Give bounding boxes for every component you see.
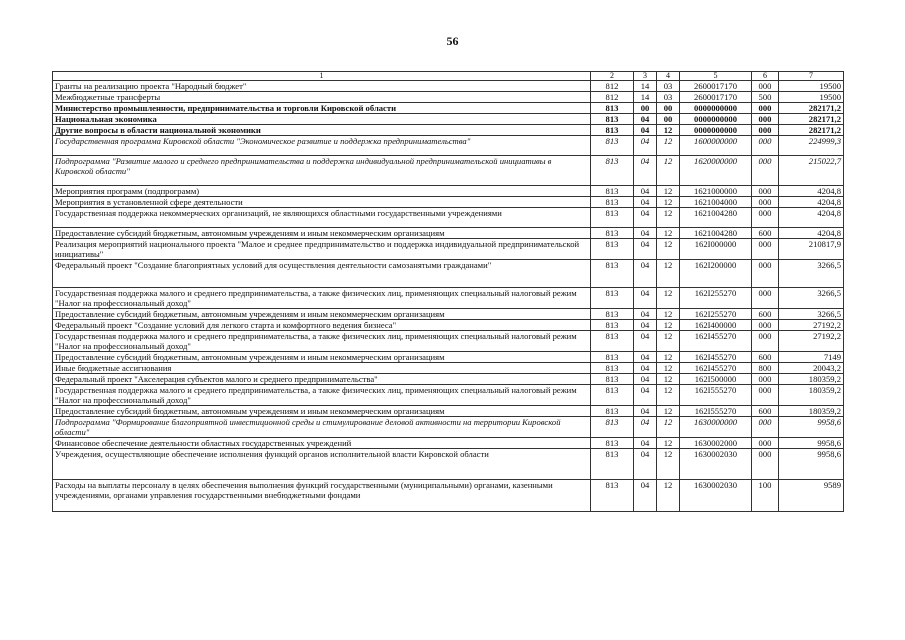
row-name-cell: Расходы на выплаты персоналу в целях обеспечения выполнения функций государственными (муниципальными) органами, казенными учреждениями, органами управления государственными внебюджетными фондами: [53, 480, 591, 512]
row-value-cell: 4204,8: [779, 228, 844, 239]
row-value-cell: 12: [657, 417, 680, 438]
table-row: [53, 449, 844, 480]
row-value-cell: 600: [752, 228, 779, 239]
row-value-cell: 2600017170: [680, 92, 752, 103]
row-value-cell: 215022,7: [779, 156, 844, 186]
table-row: [53, 320, 844, 331]
row-value-cell: 12: [657, 288, 680, 309]
row-value-cell: 813: [591, 125, 634, 136]
row-value-cell: 162I255270: [680, 288, 752, 309]
row-value-cell: 180359,2: [779, 385, 844, 406]
row-value-cell: 3266,5: [779, 260, 844, 288]
row-name-cell: Государственная поддержка малого и среднего предпринимательства, а также физических лиц, применяющих специальный налоговый режим "Налог на профессиональный доход": [53, 331, 591, 352]
table-row: [53, 125, 844, 136]
row-value-cell: 000: [752, 186, 779, 197]
table-row: [53, 136, 844, 156]
table-row: [53, 197, 844, 208]
row-value-cell: 04: [634, 208, 657, 228]
table-row: [53, 480, 844, 512]
row-value-cell: 04: [634, 374, 657, 385]
row-value-cell: 3266,5: [779, 288, 844, 309]
table-row: [53, 92, 844, 103]
table-row: [53, 374, 844, 385]
row-value-cell: 000: [752, 449, 779, 480]
row-value-cell: 04: [634, 449, 657, 480]
row-value-cell: 000: [752, 103, 779, 114]
row-name-cell: Гранты на реализацию проекта "Народный бюджет": [53, 81, 591, 92]
row-value-cell: 04: [634, 385, 657, 406]
table-row: [53, 114, 844, 125]
row-value-cell: 000: [752, 114, 779, 125]
row-value-cell: 12: [657, 125, 680, 136]
table-row: [53, 156, 844, 186]
row-value-cell: 162I000000: [680, 239, 752, 260]
row-value-cell: 1621000000: [680, 186, 752, 197]
row-value-cell: 04: [634, 406, 657, 417]
table-row: [53, 81, 844, 92]
row-value-cell: 813: [591, 309, 634, 320]
row-value-cell: 12: [657, 320, 680, 331]
row-value-cell: 00: [657, 114, 680, 125]
row-value-cell: 000: [752, 385, 779, 406]
row-value-cell: 04: [634, 228, 657, 239]
row-value-cell: 813: [591, 352, 634, 363]
row-value-cell: 813: [591, 228, 634, 239]
row-value-cell: 162I455270: [680, 363, 752, 374]
table-row: [53, 103, 844, 114]
row-value-cell: 813: [591, 197, 634, 208]
row-value-cell: 162I455270: [680, 352, 752, 363]
row-value-cell: 000: [752, 417, 779, 438]
row-value-cell: 12: [657, 363, 680, 374]
row-value-cell: 1621004000: [680, 197, 752, 208]
row-value-cell: 813: [591, 480, 634, 512]
row-value-cell: 3266,5: [779, 309, 844, 320]
row-value-cell: 04: [634, 114, 657, 125]
table-row: [53, 186, 844, 197]
row-value-cell: 000: [752, 197, 779, 208]
row-value-cell: 04: [634, 288, 657, 309]
row-value-cell: 12: [657, 406, 680, 417]
row-value-cell: 813: [591, 114, 634, 125]
row-value-cell: 4204,8: [779, 208, 844, 228]
row-name-cell: Другие вопросы в области национальной экономики: [53, 125, 591, 136]
row-value-cell: 12: [657, 239, 680, 260]
row-name-cell: Межбюджетные трансферты: [53, 92, 591, 103]
row-value-cell: 813: [591, 374, 634, 385]
row-name-cell: Иные бюджетные ассигнования: [53, 363, 591, 374]
row-value-cell: 282171,2: [779, 103, 844, 114]
header-cell: 3: [634, 72, 657, 81]
row-value-cell: 27192,2: [779, 320, 844, 331]
row-value-cell: 04: [634, 331, 657, 352]
row-value-cell: 0000000000: [680, 125, 752, 136]
row-value-cell: 9958,6: [779, 417, 844, 438]
row-value-cell: 12: [657, 309, 680, 320]
row-value-cell: 12: [657, 480, 680, 512]
row-value-cell: 04: [634, 260, 657, 288]
row-value-cell: 12: [657, 156, 680, 186]
row-value-cell: 000: [752, 288, 779, 309]
row-name-cell: Федеральный проект "Создание условий для легкого старта и комфортного ведения бизнеса": [53, 320, 591, 331]
row-value-cell: 1600000000: [680, 136, 752, 156]
row-value-cell: 000: [752, 374, 779, 385]
row-value-cell: 813: [591, 208, 634, 228]
row-value-cell: 282171,2: [779, 125, 844, 136]
row-value-cell: 19500: [779, 81, 844, 92]
row-value-cell: 14: [634, 92, 657, 103]
table-row: [53, 438, 844, 449]
row-value-cell: 813: [591, 136, 634, 156]
row-value-cell: 03: [657, 81, 680, 92]
table-row: [53, 385, 844, 406]
row-value-cell: 162I255270: [680, 309, 752, 320]
row-value-cell: 000: [752, 156, 779, 186]
row-name-cell: Национальная экономика: [53, 114, 591, 125]
row-value-cell: 813: [591, 103, 634, 114]
row-value-cell: 19500: [779, 92, 844, 103]
row-value-cell: 210817,9: [779, 239, 844, 260]
row-value-cell: 813: [591, 449, 634, 480]
row-value-cell: 813: [591, 406, 634, 417]
row-value-cell: 12: [657, 260, 680, 288]
row-name-cell: Предоставление субсидий бюджетным, автономным учреждениям и иным некоммерческим организациям: [53, 309, 591, 320]
row-name-cell: Подпрограмма "Развитие малого и среднего предпринимательства и поддержка индивидуальной предпринимательской инициативы в Кировской области": [53, 156, 591, 186]
row-value-cell: 0000000000: [680, 103, 752, 114]
row-value-cell: 813: [591, 288, 634, 309]
row-name-cell: Мероприятия программ (подпрограмм): [53, 186, 591, 197]
table-row: [53, 417, 844, 438]
row-value-cell: 1630002030: [680, 449, 752, 480]
table-row: [53, 260, 844, 288]
row-value-cell: 162I400000: [680, 320, 752, 331]
table-row: [53, 208, 844, 228]
row-value-cell: 000: [752, 260, 779, 288]
row-value-cell: 12: [657, 449, 680, 480]
row-name-cell: Федеральный проект "Создание благоприятных условий для осуществления деятельности самозанятыми гражданами": [53, 260, 591, 288]
header-cell: 4: [657, 72, 680, 81]
row-value-cell: 1620000000: [680, 156, 752, 186]
row-value-cell: 14: [634, 81, 657, 92]
row-value-cell: 000: [752, 320, 779, 331]
row-value-cell: 600: [752, 309, 779, 320]
row-name-cell: Мероприятия в установленной сфере деятельности: [53, 197, 591, 208]
page-number: 56: [446, 34, 459, 48]
row-value-cell: 600: [752, 352, 779, 363]
header-row: [53, 72, 844, 81]
row-name-cell: Государственная поддержка некоммерческих организаций, не являющихся областными государственными учреждениями: [53, 208, 591, 228]
row-value-cell: 20043,2: [779, 363, 844, 374]
row-value-cell: 03: [657, 92, 680, 103]
row-value-cell: 04: [634, 417, 657, 438]
row-value-cell: 813: [591, 363, 634, 374]
row-value-cell: 9589: [779, 480, 844, 512]
row-value-cell: 9958,6: [779, 449, 844, 480]
row-value-cell: 2600017170: [680, 81, 752, 92]
header-cell: 2: [591, 72, 634, 81]
row-value-cell: 12: [657, 331, 680, 352]
table-row: [53, 363, 844, 374]
row-name-cell: Предоставление субсидий бюджетным, автономным учреждениям и иным некоммерческим организациям: [53, 406, 591, 417]
row-value-cell: 180359,2: [779, 406, 844, 417]
table-body: [53, 81, 844, 512]
row-name-cell: Государственная поддержка малого и среднего предпринимательства, а также физических лиц, применяющих специальный налоговый режим "Налог на профессиональный доход": [53, 385, 591, 406]
row-value-cell: 4204,8: [779, 186, 844, 197]
row-value-cell: 282171,2: [779, 114, 844, 125]
budget-table: [52, 71, 844, 512]
row-value-cell: 04: [634, 352, 657, 363]
header-cell: 6: [752, 72, 779, 81]
row-value-cell: 100: [752, 480, 779, 512]
row-value-cell: 04: [634, 136, 657, 156]
row-name-cell: Подпрограмма "Формирование благоприятной инвестиционной среды и стимулирование деловой активности на территории Кировской области": [53, 417, 591, 438]
row-value-cell: 00: [634, 103, 657, 114]
row-name-cell: Государственная программа Кировской области "Экономическое развитие и поддержка предпринимательства": [53, 136, 591, 156]
row-value-cell: 04: [634, 239, 657, 260]
row-value-cell: 1630002030: [680, 480, 752, 512]
row-value-cell: 1630000000: [680, 417, 752, 438]
row-value-cell: 04: [634, 186, 657, 197]
row-value-cell: 1621004280: [680, 228, 752, 239]
header-cell: 1: [53, 72, 591, 81]
row-value-cell: 812: [591, 81, 634, 92]
row-value-cell: 12: [657, 374, 680, 385]
row-value-cell: 600: [752, 406, 779, 417]
row-value-cell: 800: [752, 363, 779, 374]
row-value-cell: 000: [752, 438, 779, 449]
row-value-cell: 04: [634, 156, 657, 186]
row-value-cell: 000: [752, 81, 779, 92]
row-value-cell: 12: [657, 352, 680, 363]
row-value-cell: 813: [591, 239, 634, 260]
row-value-cell: 04: [634, 480, 657, 512]
row-value-cell: 180359,2: [779, 374, 844, 385]
row-value-cell: 162I455270: [680, 331, 752, 352]
row-value-cell: 162I555270: [680, 385, 752, 406]
row-value-cell: 813: [591, 438, 634, 449]
row-value-cell: 224999,3: [779, 136, 844, 156]
row-value-cell: 04: [634, 363, 657, 374]
row-value-cell: 12: [657, 136, 680, 156]
row-value-cell: 500: [752, 92, 779, 103]
row-value-cell: 12: [657, 208, 680, 228]
row-value-cell: 9958,6: [779, 438, 844, 449]
row-value-cell: 12: [657, 186, 680, 197]
row-value-cell: 04: [634, 438, 657, 449]
row-name-cell: Государственная поддержка малого и среднего предпринимательства, а также физических лиц, применяющих специальный налоговый режим "Налог на профессиональный доход": [53, 288, 591, 309]
row-name-cell: Реализация мероприятий национального проекта "Малое и среднее предпринимательство и поддержка индивидуальной предпринимательской инициативы": [53, 239, 591, 260]
row-value-cell: 162I200000: [680, 260, 752, 288]
row-value-cell: 4204,8: [779, 197, 844, 208]
row-value-cell: 000: [752, 331, 779, 352]
row-value-cell: 813: [591, 320, 634, 331]
table-row: [53, 331, 844, 352]
row-name-cell: Финансовое обеспечение деятельности областных государственных учреждений: [53, 438, 591, 449]
row-value-cell: 000: [752, 208, 779, 228]
table-row: [53, 288, 844, 309]
row-value-cell: 1630002000: [680, 438, 752, 449]
row-name-cell: Федеральный проект "Акселерация субъектов малого и среднего предпринимательства": [53, 374, 591, 385]
row-value-cell: 12: [657, 197, 680, 208]
row-value-cell: 162I500000: [680, 374, 752, 385]
row-name-cell: Министерство промышленности, предпринимательства и торговли Кировской области: [53, 103, 591, 114]
row-name-cell: Предоставление субсидий бюджетным, автономным учреждениям и иным некоммерческим организациям: [53, 228, 591, 239]
row-value-cell: 12: [657, 228, 680, 239]
row-value-cell: 04: [634, 125, 657, 136]
row-value-cell: 813: [591, 385, 634, 406]
row-value-cell: 813: [591, 260, 634, 288]
row-name-cell: Учреждения, осуществляющие обеспечение исполнения функций органов исполнительной власти Кировской области: [53, 449, 591, 480]
row-value-cell: 813: [591, 417, 634, 438]
row-value-cell: 1621004280: [680, 208, 752, 228]
row-value-cell: 813: [591, 331, 634, 352]
row-value-cell: 00: [657, 103, 680, 114]
table-row: [53, 406, 844, 417]
row-value-cell: 000: [752, 125, 779, 136]
row-value-cell: 04: [634, 309, 657, 320]
header-cell: 7: [779, 72, 844, 81]
row-value-cell: 7149: [779, 352, 844, 363]
row-value-cell: 162I555270: [680, 406, 752, 417]
row-value-cell: 812: [591, 92, 634, 103]
table-row: [53, 239, 844, 260]
row-value-cell: 000: [752, 136, 779, 156]
row-value-cell: 0000000000: [680, 114, 752, 125]
row-name-cell: Предоставление субсидий бюджетным, автономным учреждениям и иным некоммерческим организациям: [53, 352, 591, 363]
row-value-cell: 813: [591, 186, 634, 197]
table-row: [53, 309, 844, 320]
header-cell: 5: [680, 72, 752, 81]
row-value-cell: 04: [634, 197, 657, 208]
row-value-cell: 000: [752, 239, 779, 260]
table-row: [53, 228, 844, 239]
row-value-cell: 12: [657, 438, 680, 449]
row-value-cell: 27192,2: [779, 331, 844, 352]
row-value-cell: 813: [591, 156, 634, 186]
row-value-cell: 04: [634, 320, 657, 331]
table-row: [53, 352, 844, 363]
row-value-cell: 12: [657, 385, 680, 406]
